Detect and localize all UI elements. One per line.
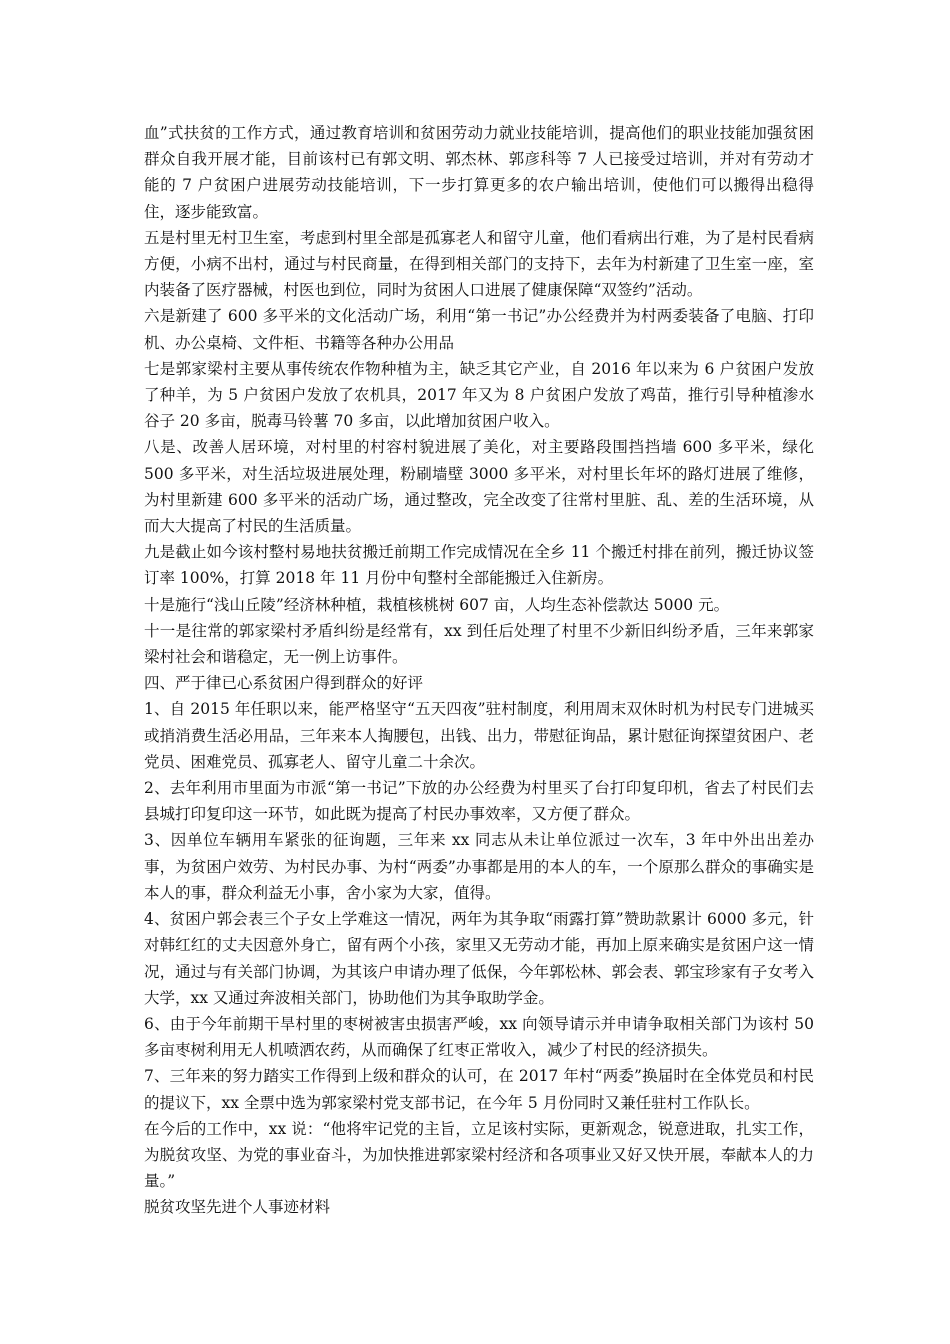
paragraph-environment: 八是、改善人居环境，对村里的村容村貌进展了美化，对主要路段围挡挡墙 600 多平米，绿化 500 多平米，对生活垃圾进展处理，粉刷墙壁 3000 多平米，对村里长年坏的路灯进展了维修，为村里新建 600 多平米的活动广场，通过整改，完全改变了往常村里脏、乱、差的生活环境，从而大大提高了村民的生活质量。 bbox=[144, 438, 814, 536]
list-item-2: 2、去年利用市里面为市派“第一书记”下放的办公经费为村里买了台打印复印机，省去了村民们去县城打印复印这一环节，如此既为提高了村民办事效率，又方便了群众。 bbox=[144, 779, 814, 824]
document-body bbox=[144, 120, 814, 1221]
closing-paragraph: 在今后的工作中，xx 说：“他将牢记党的主旨，立足该村实际，更新观念，锐意进取，扎实工作，为脱贫攻坚、为党的事业奋斗，为加快推进郭家梁村经济和各项事业又好又快开展，奉献本人的力量。” bbox=[144, 1119, 814, 1191]
paragraph-relocation: 九是截止如今该村整村易地扶贫搬迁前期工作完成情况在全乡 11 个搬迁村排在前列，搬迁协议签订率 100%，打算 2018 年 11 月份中旬整村全部能搬迁入住新房。 bbox=[144, 543, 814, 588]
paragraph-disputes: 十一是往常的郭家梁村矛盾纠纷是经常有，xx 到任后处理了村里不少新旧纠纷矛盾，三年来郭家梁村社会和谐稳定，无一例上访事件。 bbox=[144, 621, 814, 667]
paragraph-agriculture: 七是郭家梁村主要从事传统农作物种植为主，缺乏其它产业，自 2016 年以来为 6 户贫困户发放了种羊，为 5 户贫困户发放了农机具，2017 年又为 8 户贫困户发放了鸡苗，推行引导种植渗水谷子 20 多亩，脱毒马铃薯 70 多亩，以此增加贫困户收入。 bbox=[144, 359, 814, 431]
paragraph-clinic: 五是村里无村卫生室，考虑到村里全部是孤寡老人和留守儿童，他们看病出行难，为了是村民看病方便，小病不出村，通过与村民商量，在得到相关部门的支持下，去年为村新建了卫生室一座，室内装备了医疗器械，村医也到位，同时为贫困人口进展了健康保障“双签约”活动。 bbox=[144, 228, 814, 300]
list-item-3: 3、因单位车辆用车紧张的征询题，三年来 xx 同志从未让单位派过一次车，3 年中外出出差办事，为贫困户效劳、为村民办事、为村“两委”办事都是用的本人的车，一个原那么群众的事确实是本人的事，群众利益无小事，舍小家为大家，值得。 bbox=[144, 831, 814, 902]
list-item-7: 7、三年来的努力踏实工作得到上级和群众的认可，在 2017 年村“两委”换届时在全体党员和村民的提议下，xx 全票中选为郭家梁村党支部书记，在今年 5 月份同时又兼任驻村工作队长。 bbox=[144, 1067, 814, 1112]
paragraph-forestry: 十是施行“浅山丘陵”经济林种植，栽植核桃树 607 亩，人均生态补偿款达 5000 元。 bbox=[144, 595, 730, 614]
paragraph-culture-square: 六是新建了 600 多平米的文化活动广场，利用“第一书记”办公经费并为村两委装备了电脑、打印机、办公桌椅、文件柜、书籍等各种办公用品 bbox=[144, 307, 814, 352]
list-item-4: 4、贫困户郭会表三个子女上学难这一情况，两年为其争取“雨露打算”赞助款累计 6000 多元，针对韩红红的丈夫因意外身亡，留有两个小孩，家里又无劳动才能，再加上原来确实是贫困户这一情况，通过与有关部门协调，为其该户申请办理了低保，今年郭松林、郭会表、郭宝珍家有子女考入大学，xx 又通过奔波相关部门，协助他们为其争取助学金。 bbox=[144, 910, 814, 1007]
document-title-footer: 脱贫攻坚先进个人事迹材料 bbox=[144, 1198, 331, 1217]
list-item-1: 1、自 2015 年任职以来，能严格坚守“五天四夜”驻村制度，利用周末双休时机为村民专门进城买或捎消费生活必用品，三年来本人掏腰包，出钱、出力，带慰征询品，累计慰征询探望贫困户、老党员、困难党员、孤寡老人、留守儿童二十余次。 bbox=[144, 700, 814, 771]
list-item-6: 6、由于今年前期干旱村里的枣树被害虫损害严峻，xx 向领导请示并申请争取相关部门为该村 50 多亩枣树利用无人机喷洒农药，从而确保了红枣正常收入，减少了村民的经济损失。 bbox=[144, 1014, 814, 1060]
paragraph-training: 血”式扶贫的工作方式，通过教育培训和贫困劳动力就业技能培训，提高他们的职业技能加强贫困群众自我开展才能，目前该村已有郭文明、郭杰林、郭彦科等 7 人已接受过培训，并对有劳动才能的 7 户贫困户进展劳动技能培训，下一步打算更多的农户输出培训，使他们可以搬得出稳得住，逐步能致富。 bbox=[144, 124, 814, 221]
section-heading: 四、严于律已心系贫困户得到群众的好评 bbox=[144, 674, 424, 693]
